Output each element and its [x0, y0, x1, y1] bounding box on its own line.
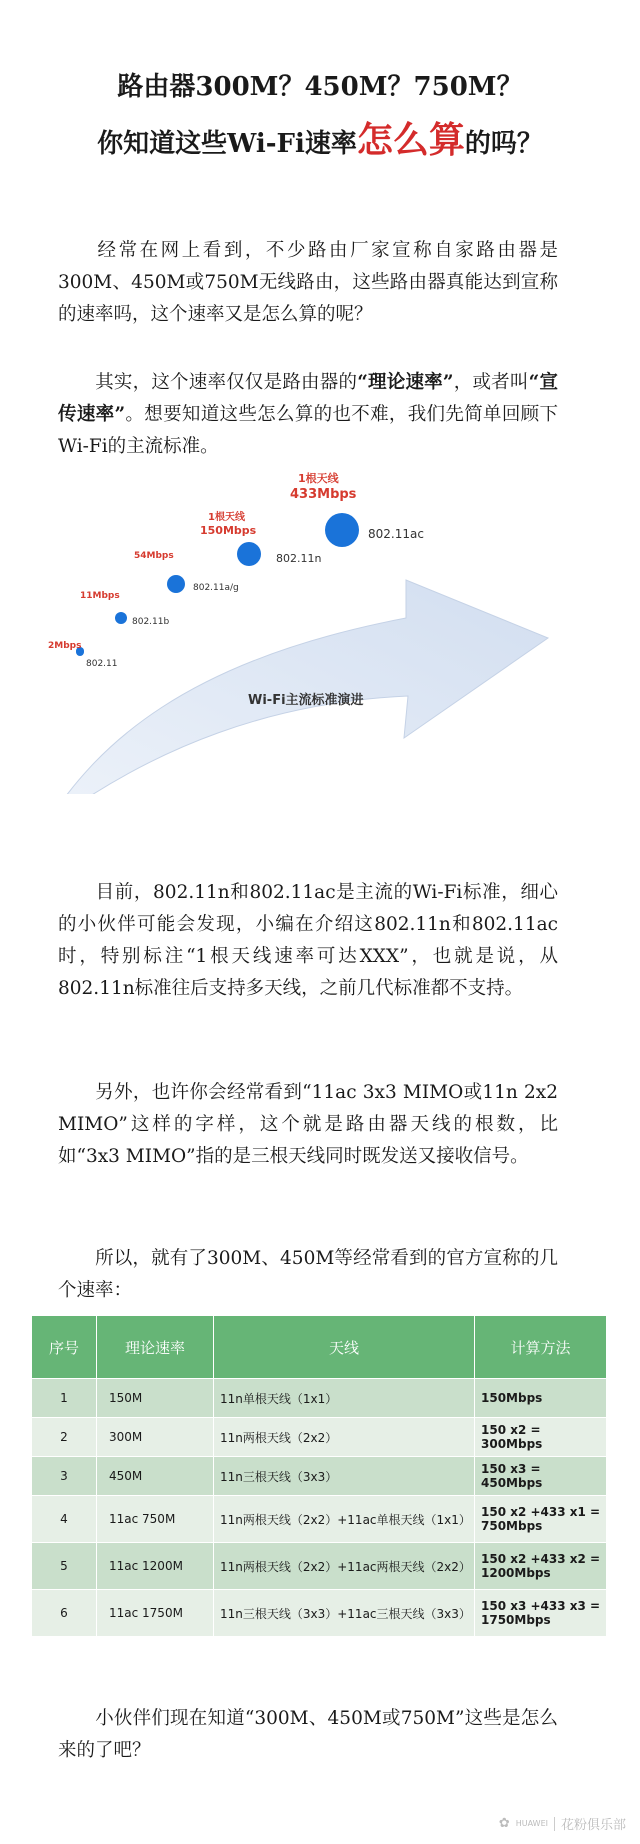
node-802-11ac	[325, 513, 359, 547]
cell-index: 6	[32, 1590, 97, 1637]
node-802-11b	[115, 612, 127, 624]
paragraph-official-rates	[58, 1243, 558, 1307]
header-theoretical-rate: 理论速率	[97, 1316, 214, 1379]
cell-index: 2	[32, 1418, 97, 1457]
cell-calculation: 150 x3 = 450Mbps	[475, 1457, 607, 1496]
watermark-name: 花粉俱乐部	[560, 1818, 626, 1833]
label-802-11b: 802.11b	[132, 617, 170, 627]
watermark	[499, 1814, 626, 1833]
title-line-2-pre: 你知道这些Wi-Fi速率	[97, 129, 357, 159]
cell-calculation: 150 x2 = 300Mbps	[475, 1418, 607, 1457]
cell-rate: 150M	[97, 1379, 214, 1418]
table-row	[32, 1457, 606, 1496]
table-row	[32, 1590, 606, 1637]
cell-rate: 11ac 1200M	[97, 1543, 214, 1590]
cell-index: 5	[32, 1543, 97, 1590]
cell-index: 3	[32, 1457, 97, 1496]
node-802-11ag	[167, 575, 185, 593]
header-calculation: 计算方法	[475, 1316, 607, 1379]
rate-54mbps: 54Mbps	[134, 551, 174, 561]
watermark-separator	[554, 1817, 555, 1831]
paragraph-p4-text: 另外，也许你会经常看到“11ac 3x3 MIMO或11n 2x2 MIMO”这样的字样，这个就是路由器天线的根数，比如“3x3 MIMO”指的是三根天线同时既发送又接收信号。	[58, 1081, 558, 1167]
cell-calculation: 150 x2 +433 x1 = 750Mbps	[475, 1496, 607, 1543]
arrow-shape	[44, 580, 548, 794]
paragraph-theoretical-rate	[58, 367, 558, 463]
cell-antenna: 11n三根天线（3x3）+11ac三根天线（3x3）	[214, 1590, 475, 1637]
cell-antenna: 11n三根天线（3x3）	[214, 1457, 475, 1496]
paragraph-intro	[58, 235, 558, 331]
label-802-11n: 802.11n	[276, 552, 322, 565]
paragraph-p3-text: 目前，802.11n和802.11ac是主流的Wi-Fi标准，细心的小伙伴可能会发现，小编在介绍这802.11n和802.11ac时，特别标注“1根天线速率可达XXX”，也就是说，从802.11n标准往后支持多天线，之前几代标准都不支持。	[58, 881, 558, 999]
table-row	[32, 1418, 606, 1457]
title-line-1: 路由器300M？450M？750M？	[117, 72, 523, 102]
cell-index: 1	[32, 1379, 97, 1418]
paragraph-p5-text: 所以，就有了300M、450M等经常看到的官方宣称的几个速率：	[58, 1247, 558, 1301]
rate-433mbps: 433Mbps	[290, 487, 357, 502]
paragraph-mimo	[58, 1077, 558, 1173]
label-802-11ag: 802.11a/g	[193, 583, 239, 593]
p2-bold-2: “宣传速率”	[58, 371, 558, 425]
table-row	[32, 1543, 606, 1590]
label-802-11ac: 802.11ac	[368, 527, 424, 541]
paragraph-intro-text: 经常在网上看到，不少路由厂家宣称自家路由器是300M、450M或750M无线路由，这些路由器真能达到宣称的速率吗，这个速率又是怎么算的呢？	[58, 239, 558, 325]
table-header-row	[32, 1316, 606, 1379]
rate-note-802-11ac: 1根天线	[298, 472, 339, 485]
cell-rate: 11ac 750M	[97, 1496, 214, 1543]
rate-11mbps: 11Mbps	[80, 591, 120, 601]
cell-calculation: 150 x2 +433 x2 = 1200Mbps	[475, 1543, 607, 1590]
cell-calculation: 150Mbps	[475, 1379, 607, 1418]
cell-antenna: 11n单根天线（1x1）	[214, 1379, 475, 1418]
node-802-11n	[237, 542, 261, 566]
cell-antenna: 11n两根天线（2x2）+11ac两根天线（2x2）	[214, 1543, 475, 1590]
p2-post: 。想要知道这些怎么算的也不难，我们先简单回顾下Wi-Fi的主流标准。	[58, 403, 558, 457]
cell-calculation: 150 x3 +433 x3 = 1750Mbps	[475, 1590, 607, 1637]
paragraph-conclusion	[58, 1703, 558, 1767]
title-accent: 怎么算	[356, 119, 465, 161]
title-line-2	[0, 112, 640, 163]
watermark-brand: HUAWEI	[515, 1819, 548, 1828]
diagram-caption: Wi-Fi主流标准演进	[248, 693, 364, 708]
table-row	[32, 1379, 606, 1418]
huawei-logo-icon: ✿	[498, 1816, 510, 1831]
header-antenna: 天线	[214, 1316, 475, 1379]
label-802-11: 802.11	[86, 659, 118, 669]
cell-rate: 11ac 1750M	[97, 1590, 214, 1637]
cell-antenna: 11n两根天线（2x2）+11ac单根天线（1x1）	[214, 1496, 475, 1543]
rate-2mbps: 2Mbps	[48, 641, 82, 651]
wifi-standards-diagram	[36, 464, 556, 794]
title-line-2-post: 的吗？	[464, 129, 543, 159]
rate-calculation-table	[32, 1316, 606, 1636]
rate-note-802-11n: 1根天线	[208, 512, 245, 523]
cell-rate: 300M	[97, 1418, 214, 1457]
cell-rate: 450M	[97, 1457, 214, 1496]
rate-150mbps: 150Mbps	[200, 524, 257, 537]
p2-mid: ，或者叫	[453, 371, 529, 393]
cell-antenna: 11n两根天线（2x2）	[214, 1418, 475, 1457]
cell-index: 4	[32, 1496, 97, 1543]
header-index: 序号	[32, 1316, 97, 1379]
paragraph-mainstream-standards	[58, 877, 558, 1005]
table-row	[32, 1496, 606, 1543]
paragraph-p6-text: 小伙伴们现在知道“300M、450M或750M”这些是怎么来的了吧？	[58, 1707, 558, 1761]
p2-bold-1: “理论速率”	[357, 371, 454, 393]
p2-pre: 其实，这个速率仅仅是路由器的	[95, 371, 358, 393]
